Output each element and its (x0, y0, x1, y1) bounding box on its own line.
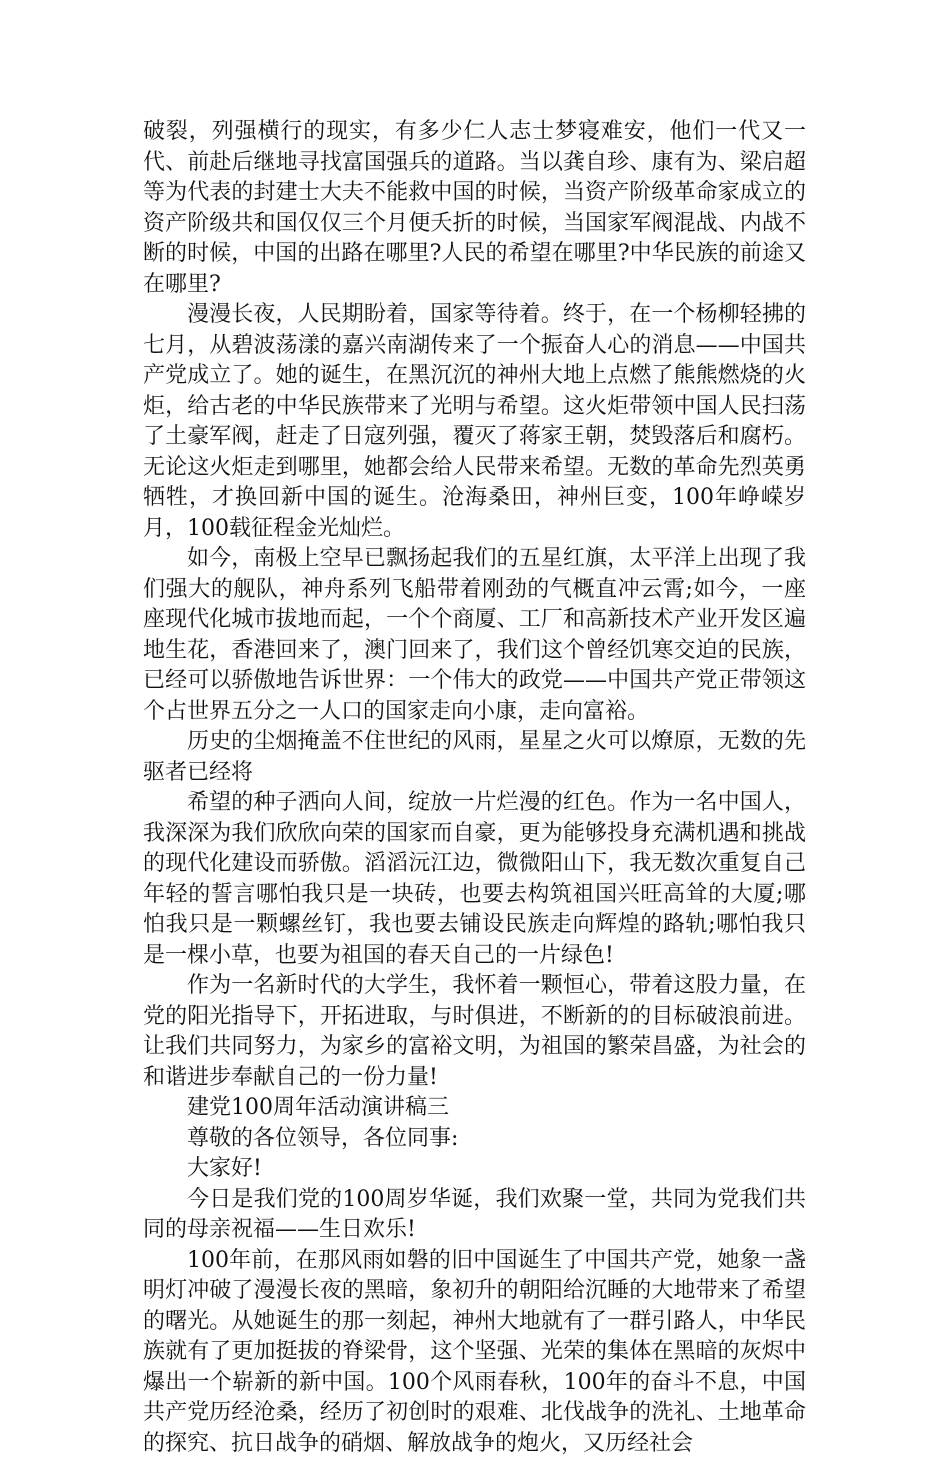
paragraph-5: 希望的种子洒向人间，绽放一片烂漫的红色。作为一名中国人，我深深为我们欣欣向荣的国家而自豪，更为能够投身充满机遇和挑战的现代化建设而骄傲。滔滔沅江边，微微阳山下，我无数次重复自己年轻的誓言哪怕我只是一块砖，也要去构筑祖国兴旺高耸的大厦;哪怕我只是一颗螺丝钉，我也要去铺设民族走向辉煌的路轨;哪怕我只是一棵小草，也要为祖国的春天自己的一片绿色! (143, 788, 806, 971)
paragraph-6: 作为一名新时代的大学生，我怀着一颗恒心，带着这股力量，在党的阳光指导下，开拓进取，与时俱进，不断新的的目标破浪前进。让我们共同努力，为家乡的富裕文明，为祖国的繁荣昌盛，为社会的和谐进步奉献自己的一份力量! (143, 971, 806, 1093)
paragraph-11: 100年前，在那风雨如磐的旧中国诞生了中国共产党，她象一盏明灯冲破了漫漫长夜的黑暗，象初升的朝阳给沉睡的大地带来了希望的曙光。从她诞生的那一刻起，神州大地就有了一群引路人，中华民族就有了更加挺拔的脊梁骨，这个坚强、光荣的集体在黑暗的灰烬中爆出一个崭新的新中国。100个风雨春秋，100年的奋斗不息，中国共产党历经沧桑，经历了初创时的艰难、北伐战争的洗礼、土地革命的探究、抗日战争的硝烟、解放战争的炮火，又历经社会 (143, 1246, 806, 1459)
greeting: 大家好! (143, 1154, 806, 1185)
paragraph-2: 漫漫长夜，人民期盼着，国家等待着。终于，在一个杨柳轻拂的七月，从碧波荡漾的嘉兴南湖传来了一个振奋人心的消息——中国共产党成立了。她的诞生，在黑沉沉的神州大地上点燃了熊熊燃烧的火炬，给古老的中华民族带来了光明与希望。这火炬带领中国人民扫荡了土豪军阀，赶走了日寇列强，覆灭了蒋家王朝，焚毁落后和腐朽。无论这火炬走到哪里，她都会给人民带来希望。无数的革命先烈英勇牺牲，才换回新中国的诞生。沧海桑田，神州巨变，100年峥嵘岁月，100载征程金光灿烂。 (143, 300, 806, 544)
paragraph-1: 破裂，列强横行的现实，有多少仁人志士梦寝难安，他们一代又一代、前赴后继地寻找富国强兵的道路。当以龚自珍、康有为、梁启超等为代表的封建士大夫不能救中国的时候，当资产阶级革命家成立的资产阶级共和国仅仅三个月便夭折的时候，当国家军阀混战、内战不断的时候，中国的出路在哪里?人民的希望在哪里?中华民族的前途又在哪里? (143, 117, 806, 300)
document-page (143, 117, 806, 1459)
speech-title: 建党100周年活动演讲稿三 (143, 1093, 806, 1124)
paragraph-4: 历史的尘烟掩盖不住世纪的风雨，星星之火可以燎原，无数的先驱者已经将 (143, 727, 806, 788)
salutation: 尊敬的各位领导，各位同事: (143, 1124, 806, 1155)
paragraph-10: 今日是我们党的100周岁华诞，我们欢聚一堂，共同为党我们共同的母亲祝福——生日欢乐! (143, 1185, 806, 1246)
paragraph-3: 如今，南极上空早已飘扬起我们的五星红旗，太平洋上出现了我们强大的舰队，神舟系列飞船带着刚劲的气概直冲云霄;如今，一座座现代化城市拔地而起，一个个商厦、工厂和高新技术产业开发区遍地生花，香港回来了，澳门回来了，我们这个曾经饥寒交迫的民族，已经可以骄傲地告诉世界：一个伟大的政党——中国共产党正带领这个占世界五分之一人口的国家走向小康，走向富裕。 (143, 544, 806, 727)
